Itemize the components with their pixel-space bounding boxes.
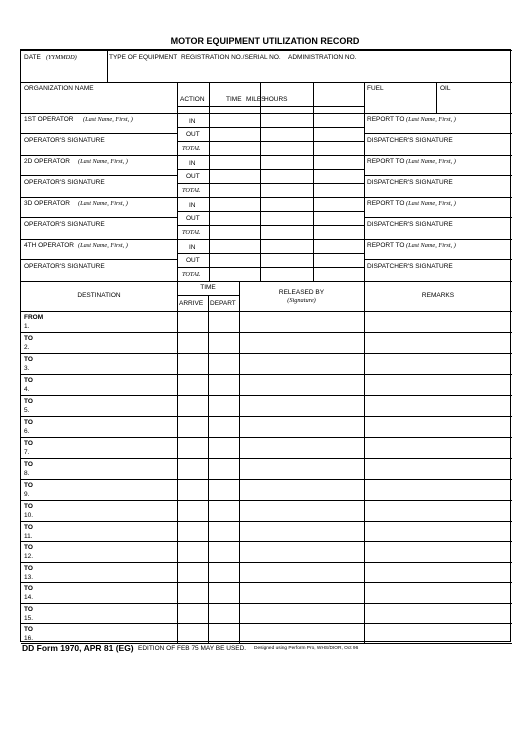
report-to-label: REPORT TO	[367, 158, 405, 165]
report-to-hint: (Last Name, First, )	[406, 158, 456, 165]
destination-field[interactable]	[37, 417, 175, 436]
to-label: TO	[24, 461, 33, 468]
to-label: TO	[24, 503, 33, 510]
last-name-hint: (Last Name, First, )	[78, 242, 128, 249]
fuel-divider	[364, 82, 365, 281]
op-sig-line	[21, 217, 177, 218]
last-name-hint: (Last Name, First, )	[83, 116, 133, 123]
row-number-7: 7.	[24, 449, 30, 456]
in-miles-field[interactable]	[210, 156, 312, 168]
edition-note: EDITION OF FEB 75 MAY BE USED.	[138, 645, 247, 652]
to-label: TO	[24, 377, 33, 384]
to-label: TO	[24, 544, 33, 551]
disp-sig-line	[364, 133, 512, 134]
out-label: OUT	[186, 257, 200, 264]
total-label: TOTAL	[182, 145, 201, 152]
in-label: IN	[189, 118, 196, 125]
report-to-hint: (Last Name, First, )	[406, 242, 456, 249]
destination-top-line	[21, 281, 512, 282]
dispatcher-signature-label: DISPATCHER'S SIGNATURE	[367, 179, 453, 186]
action-header-line	[177, 106, 364, 107]
in-miles-field[interactable]	[210, 240, 312, 252]
in-label: IN	[189, 160, 196, 167]
in-out-line	[177, 141, 364, 142]
from-label: FROM	[24, 314, 44, 321]
row-number-10: 10.	[24, 512, 34, 519]
row-number-2: 2.	[24, 344, 30, 351]
depart-divider	[208, 295, 209, 643]
operator-name-field[interactable]	[24, 207, 174, 216]
operator-label-3: 3D OPERATOR	[24, 200, 70, 207]
report-to-label: REPORT TO	[367, 116, 405, 123]
destination-field[interactable]	[37, 396, 175, 415]
disp-sig-line	[364, 259, 512, 260]
row-number-16: 16.	[24, 635, 34, 642]
total-label: TOTAL	[182, 187, 201, 194]
released-by-header: RELEASED BY	[278, 289, 325, 296]
row-number-1: 1.	[24, 323, 30, 330]
destination-field[interactable]	[37, 583, 175, 602]
disp-sig-line	[364, 217, 512, 218]
miles-label: MILES	[246, 96, 266, 103]
type-equipment-label: TYPE OF EQUIPMENT	[109, 54, 178, 61]
op-sig-line	[21, 133, 177, 134]
operator-signature-field[interactable]	[24, 185, 174, 195]
destination-field[interactable]	[37, 312, 175, 331]
operator-signature-label: OPERATOR'S SIGNATURE	[24, 179, 105, 186]
action-label: ACTION	[180, 96, 205, 103]
destination-header: DESTINATION	[77, 292, 121, 299]
to-label: TO	[24, 482, 33, 489]
row-number-3: 3.	[24, 365, 30, 372]
remarks-divider	[364, 281, 365, 643]
operator-signature-label: OPERATOR'S SIGNATURE	[24, 137, 105, 144]
form-id: DD Form 1970, APR 81 (EG)	[22, 643, 134, 653]
organization-label: ORGANIZATION NAME	[24, 85, 94, 92]
operator-label-1: 1ST OPERATOR	[24, 116, 74, 123]
total-label: TOTAL	[182, 271, 201, 278]
report-to-label: REPORT TO	[367, 242, 405, 249]
destination-field[interactable]	[37, 563, 175, 582]
row-number-5: 5.	[24, 407, 30, 414]
out-label: OUT	[186, 173, 200, 180]
destination-field[interactable]	[37, 459, 175, 478]
released-divider	[239, 281, 240, 643]
arrive-header: ARRIVE	[179, 300, 204, 307]
to-label: TO	[24, 626, 33, 633]
equipment-field[interactable]	[109, 62, 509, 80]
row-number-4: 4.	[24, 386, 30, 393]
out-label: OUT	[186, 215, 200, 222]
dispatcher-signature-label: DISPATCHER'S SIGNATURE	[367, 137, 453, 144]
depart-header: DEPART	[210, 300, 236, 307]
destination-field[interactable]	[37, 542, 175, 561]
date-format-hint: (YYMMDD)	[46, 54, 77, 61]
to-label: TO	[24, 585, 33, 592]
destination-field[interactable]	[37, 501, 175, 520]
action-divider-left	[177, 82, 178, 281]
dispatcher-signature-field[interactable]	[367, 143, 509, 153]
in-label: IN	[189, 244, 196, 251]
destination-field[interactable]	[37, 522, 175, 541]
out-miles-field[interactable]	[210, 170, 312, 182]
operator-signature-label: OPERATOR'S SIGNATURE	[24, 263, 105, 270]
to-label: TO	[24, 524, 33, 531]
row-number-9: 9.	[24, 491, 30, 498]
in-label: IN	[189, 202, 196, 209]
signature-hint: (Signature)	[287, 297, 316, 304]
out-miles-field[interactable]	[210, 254, 312, 266]
hours-label: HOURS	[264, 96, 288, 103]
operator-label-4: 4TH OPERATOR	[24, 242, 74, 249]
date-divider	[107, 50, 108, 82]
destination-field[interactable]	[37, 333, 175, 352]
fuel-label: FUEL	[367, 85, 384, 92]
operator-name-field[interactable]	[24, 123, 174, 132]
in-miles-field[interactable]	[210, 114, 312, 126]
arrive-divider	[177, 281, 178, 643]
row-number-12: 12.	[24, 553, 34, 560]
registration-label: REGISTRATION NO./SERIAL NO.	[181, 54, 281, 61]
header-row-line	[21, 82, 512, 83]
dispatcher-signature-label: DISPATCHER'S SIGNATURE	[367, 221, 453, 228]
out-miles-field[interactable]	[210, 128, 312, 140]
date-field[interactable]	[24, 62, 104, 80]
to-label: TO	[24, 419, 33, 426]
last-name-hint: (Last Name, First, )	[78, 200, 128, 207]
operator-signature-field[interactable]	[24, 227, 174, 237]
form-frame	[20, 49, 511, 642]
dispatcher-signature-field[interactable]	[367, 185, 509, 195]
oil-label: OIL	[440, 85, 451, 92]
form-title: MOTOR EQUIPMENT UTILIZATION RECORD	[170, 36, 360, 46]
op-sig-line	[21, 259, 177, 260]
to-label: TO	[24, 565, 33, 572]
report-to-hint: (Last Name, First, )	[406, 200, 456, 207]
destination-field[interactable]	[37, 375, 175, 394]
row-number-15: 15.	[24, 615, 34, 622]
operator-signature-field[interactable]	[24, 143, 174, 153]
to-label: TO	[24, 398, 33, 405]
destination-field[interactable]	[37, 604, 175, 623]
destination-field[interactable]	[37, 480, 175, 499]
operator-label-2: 2D OPERATOR	[24, 158, 70, 165]
in-miles-field[interactable]	[210, 198, 312, 210]
date-label: DATE	[24, 54, 41, 61]
in-out-line	[177, 183, 364, 184]
oil-divider	[436, 82, 437, 113]
out-label: OUT	[186, 131, 200, 138]
dispatcher-signature-label: DISPATCHER'S SIGNATURE	[367, 263, 453, 270]
in-out-line	[177, 225, 364, 226]
report-to-label: REPORT TO	[367, 200, 405, 207]
time-label: TIME	[226, 96, 242, 103]
administration-label: ADMINISTRATION NO.	[288, 54, 357, 61]
dispatcher-signature-field[interactable]	[367, 269, 509, 279]
to-label: TO	[24, 356, 33, 363]
operator-name-field[interactable]	[24, 165, 174, 174]
operator-signature-label: OPERATOR'S SIGNATURE	[24, 221, 105, 228]
dispatcher-signature-field[interactable]	[367, 227, 509, 237]
total-label: TOTAL	[182, 229, 201, 236]
to-label: TO	[24, 606, 33, 613]
row-number-14: 14.	[24, 594, 34, 601]
designed-note: Designed using Perform Pro, WHS/DIOR, Oct 96	[254, 646, 359, 651]
row-number-11: 11.	[24, 533, 33, 540]
time-header: TIME	[200, 284, 216, 291]
operator-signature-field[interactable]	[24, 269, 174, 279]
row-number-6: 6.	[24, 428, 30, 435]
remarks-header: REMARKS	[421, 292, 455, 299]
destination-field[interactable]	[37, 438, 175, 457]
to-label: TO	[24, 440, 33, 447]
destination-field[interactable]	[37, 354, 175, 373]
to-label: TO	[24, 335, 33, 342]
row-number-8: 8.	[24, 470, 30, 477]
operator-name-field[interactable]	[24, 249, 174, 258]
hours-divider	[313, 82, 314, 281]
destination-field[interactable]	[37, 624, 175, 643]
frame-top-line	[21, 50, 512, 51]
last-name-hint: (Last Name, First, )	[78, 158, 128, 165]
report-to-hint: (Last Name, First, )	[406, 116, 456, 123]
disp-sig-line	[364, 175, 512, 176]
op-sig-line	[21, 175, 177, 176]
out-miles-field[interactable]	[210, 212, 312, 224]
in-out-line	[177, 267, 364, 268]
row-number-13: 13.	[24, 574, 34, 581]
